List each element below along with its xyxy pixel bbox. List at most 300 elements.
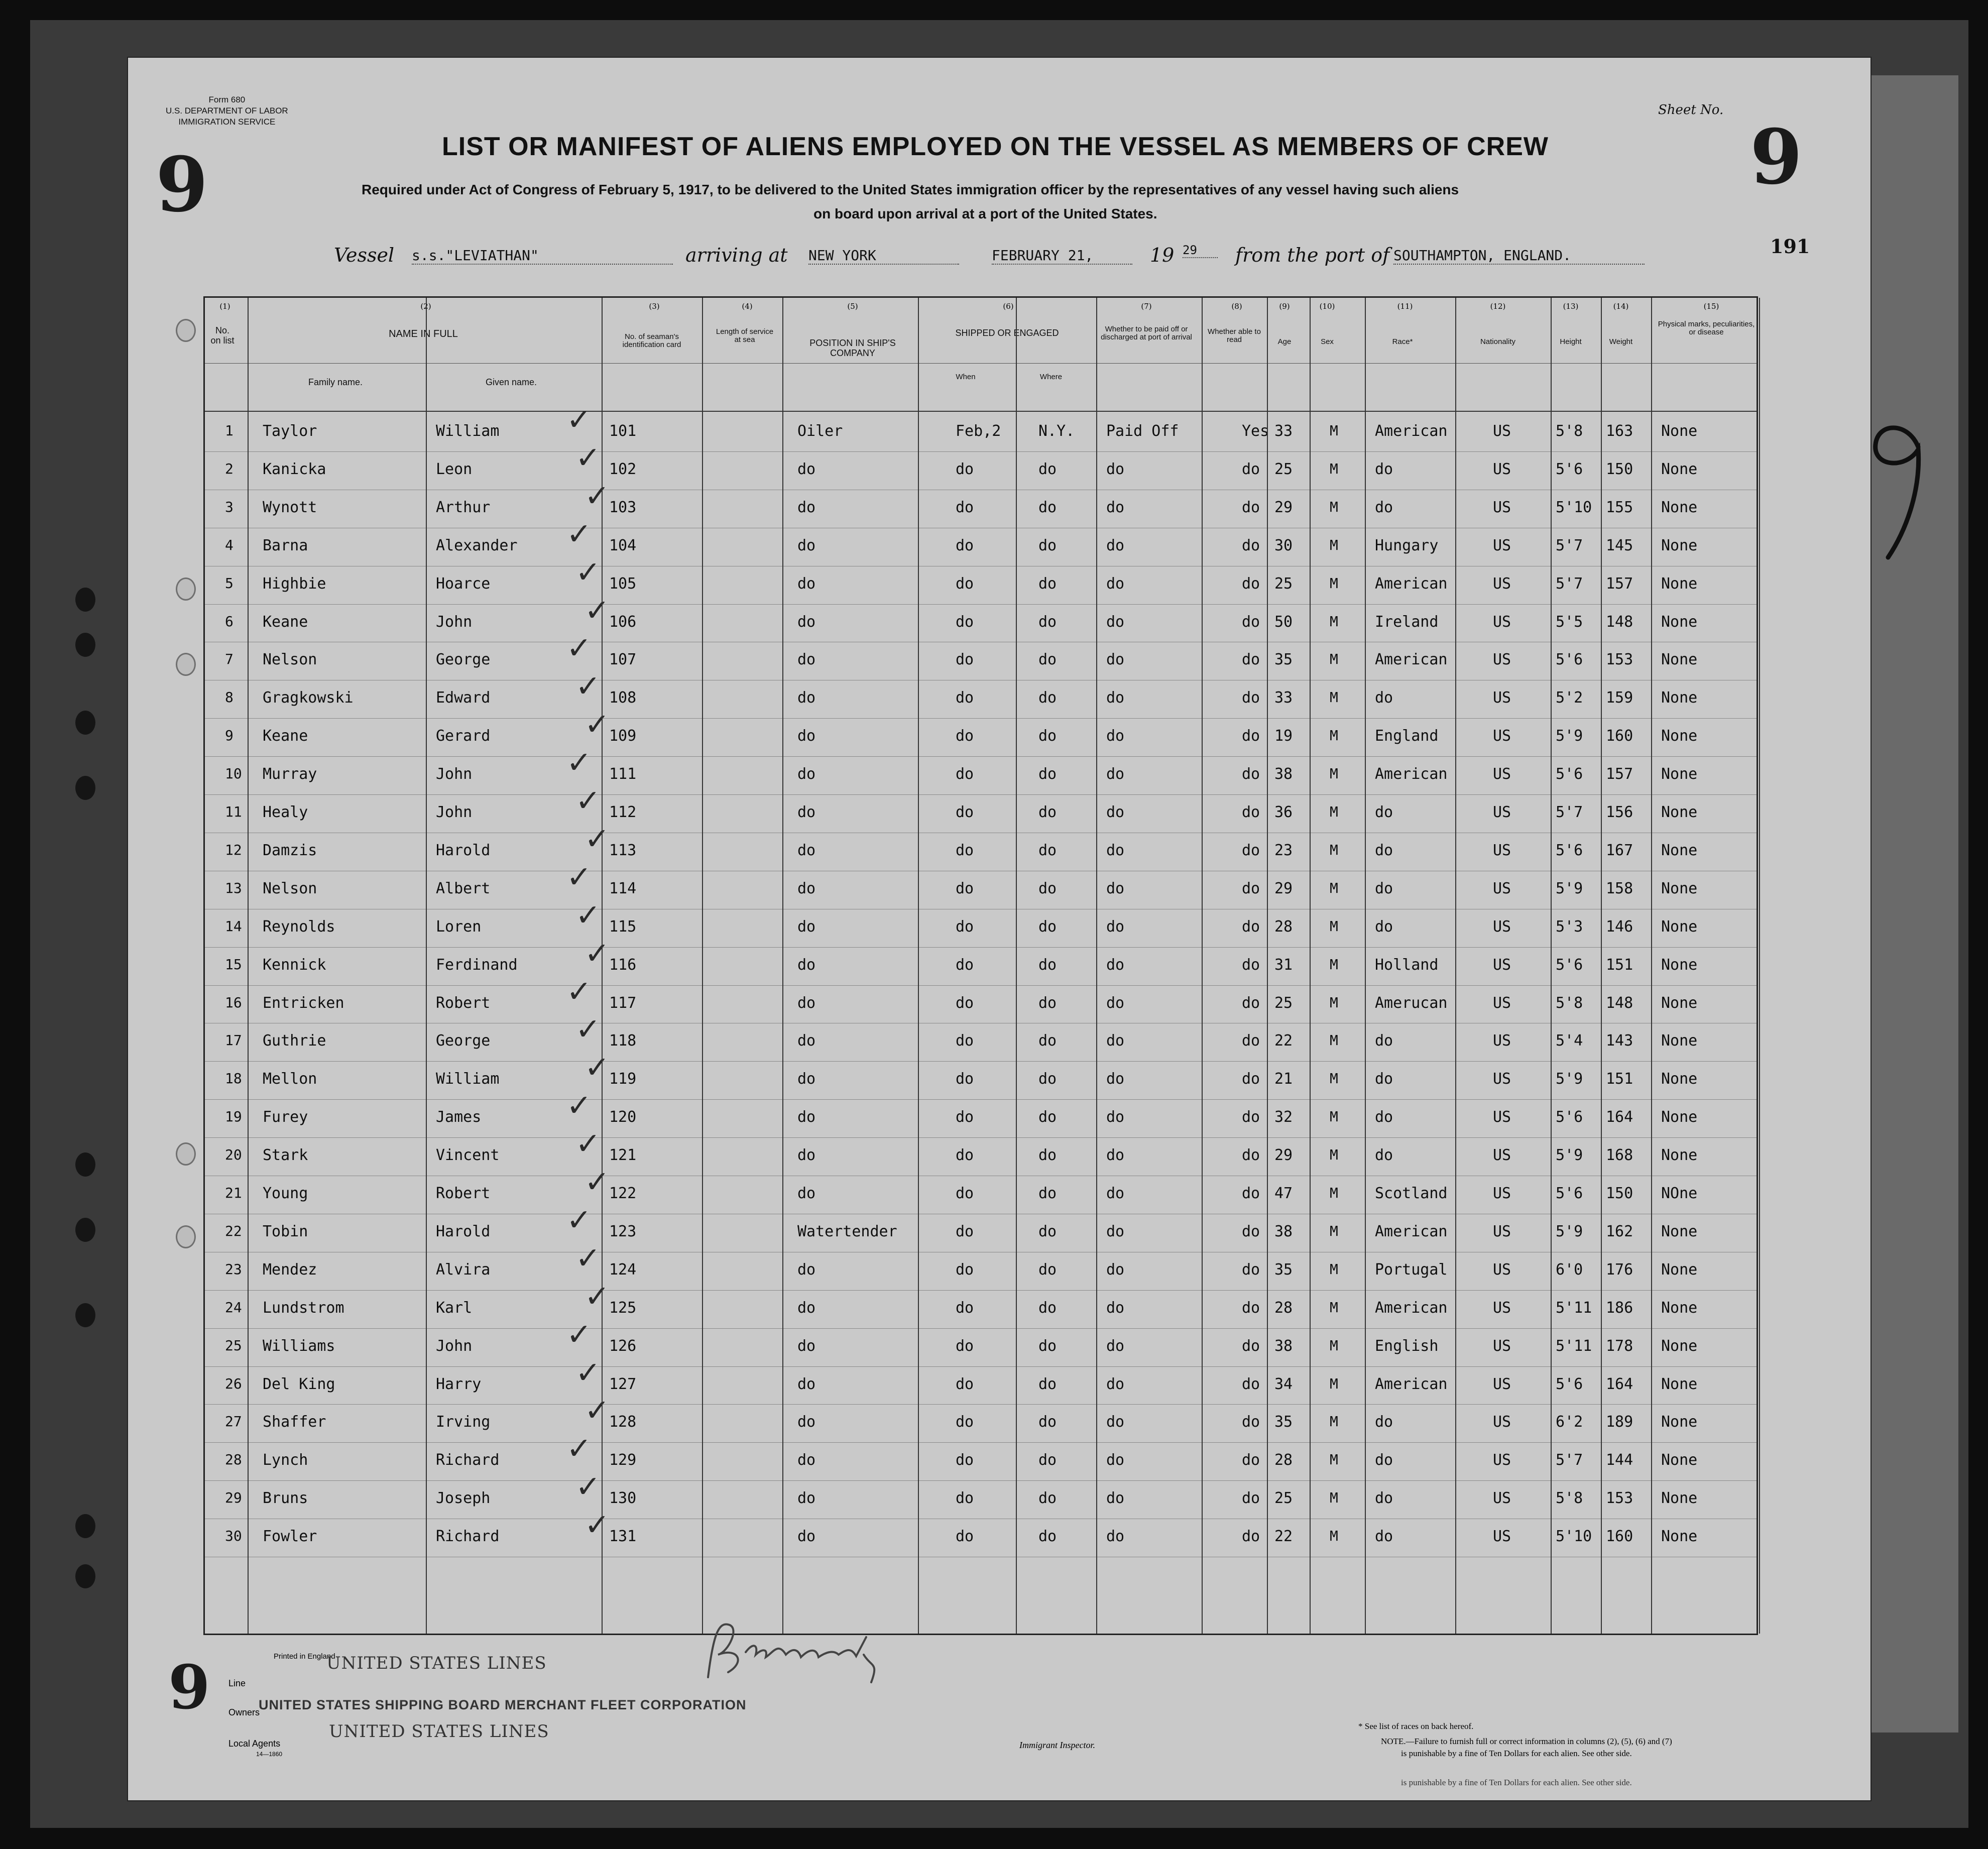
cell-when: do: [956, 1451, 974, 1469]
cell-card: 101: [609, 422, 637, 440]
cell-no: 29: [225, 1489, 242, 1507]
cell-age: 35: [1274, 1260, 1293, 1279]
cell-where: do: [1038, 613, 1057, 631]
cell-family: Bruns: [263, 1489, 308, 1508]
cell-nat: US: [1493, 1451, 1511, 1469]
cell-race: Amerucan: [1375, 994, 1448, 1012]
cell-paid: do: [1106, 1108, 1125, 1126]
header-able-read: Whether able to read: [1208, 327, 1261, 344]
cell-sex: M: [1330, 422, 1338, 439]
crew-table: [203, 296, 1758, 1635]
cell-card: 112: [609, 803, 637, 821]
cell-sex: M: [1330, 841, 1338, 858]
colnum-13: (13): [1563, 302, 1579, 311]
header-sex: Sex: [1321, 337, 1334, 346]
cell-read: do: [1242, 689, 1260, 707]
cell-position: Oiler: [797, 422, 843, 440]
cell-read: do: [1242, 803, 1260, 821]
cell-where: do: [1038, 1260, 1057, 1279]
cell-race: do: [1375, 1070, 1393, 1088]
cell-race: American: [1375, 1299, 1448, 1317]
cell-age: 33: [1274, 422, 1293, 440]
cell-family: Fowler: [263, 1528, 317, 1546]
row-rule: [205, 604, 1757, 605]
header-name-in-full: NAME IN FULL: [389, 328, 458, 339]
cell-given: George: [436, 651, 491, 669]
service-name: IMMIGRATION SERVICE: [178, 117, 276, 127]
cell-family: Del King: [263, 1375, 335, 1393]
cell-paid: do: [1106, 574, 1125, 593]
cell-card: 128: [609, 1413, 637, 1431]
cell-position: do: [797, 689, 816, 707]
cell-when: do: [956, 1375, 974, 1393]
cell-card: 109: [609, 727, 637, 745]
cell-card: 119: [609, 1070, 637, 1088]
cell-no: 17: [225, 1032, 242, 1049]
checkmark-icon: ✓: [566, 631, 592, 666]
cell-sex: M: [1330, 1108, 1338, 1125]
cell-marks: None: [1661, 1146, 1698, 1165]
checkmark-icon: ✓: [575, 669, 601, 705]
cell-nat: US: [1493, 1260, 1511, 1279]
checkmark-icon: ✓: [566, 859, 592, 895]
cell-height: 5'7: [1556, 536, 1583, 554]
cell-no: 18: [225, 1070, 242, 1087]
checkmark-icon: ✓: [575, 1240, 601, 1276]
punch-ring: [176, 319, 196, 342]
cell-family: Young: [263, 1185, 308, 1202]
column-divider: [1759, 298, 1760, 1634]
cell-read: do: [1242, 574, 1260, 593]
cell-given: Albert: [436, 879, 491, 897]
cell-weight: 143: [1606, 1032, 1633, 1050]
cell-marks: None: [1661, 994, 1698, 1012]
cell-marks: None: [1661, 765, 1698, 783]
column-divider: [1202, 298, 1203, 1634]
column-divider: [602, 298, 603, 1634]
cell-no: 24: [225, 1299, 242, 1316]
cell-family: Nelson: [263, 879, 317, 897]
row-rule: [205, 794, 1757, 795]
cell-nat: US: [1493, 994, 1511, 1012]
checkmark-icon: ✓: [566, 516, 592, 552]
cell-race: do: [1375, 460, 1393, 478]
cell-sex: M: [1330, 613, 1338, 630]
cell-position: do: [797, 956, 816, 974]
year-prefix: 19: [1150, 244, 1175, 266]
cell-nat: US: [1493, 689, 1511, 707]
cell-position: do: [797, 613, 816, 631]
checkmark-icon: ✓: [575, 1469, 601, 1505]
vessel-label: Vessel: [334, 244, 395, 266]
cell-age: 23: [1274, 841, 1293, 859]
cell-height: 5'9: [1556, 1070, 1583, 1088]
cell-position: do: [797, 841, 816, 859]
cell-weight: 155: [1606, 498, 1633, 516]
binder-hole: [75, 1218, 95, 1242]
cell-no: 19: [225, 1108, 242, 1125]
cell-card: 105: [609, 574, 637, 593]
cell-paid: do: [1106, 1070, 1125, 1088]
cell-card: 120: [609, 1108, 637, 1126]
cell-sex: M: [1330, 574, 1338, 592]
row-rule: [205, 756, 1757, 757]
punch-ring: [176, 577, 196, 601]
cell-age: 32: [1274, 1108, 1293, 1126]
cell-race: Scotland: [1375, 1185, 1448, 1202]
cell-marks: None: [1661, 1108, 1698, 1126]
cell-position: do: [797, 1185, 816, 1202]
cell-nat: US: [1493, 765, 1511, 783]
cell-race: do: [1375, 917, 1393, 936]
cell-marks: None: [1661, 613, 1698, 631]
cell-height: 5'6: [1556, 651, 1583, 669]
cell-family: Damzis: [263, 841, 317, 859]
cell-position: do: [797, 1451, 816, 1469]
header-length-service: Length of service at sea: [716, 327, 774, 344]
cell-when: do: [956, 841, 974, 859]
checkmark-icon: ✓: [584, 1165, 610, 1200]
cell-position: do: [797, 879, 816, 897]
row-rule: [205, 985, 1757, 986]
cell-card: 123: [609, 1222, 637, 1240]
cell-family: Guthrie: [263, 1032, 326, 1050]
cell-card: 131: [609, 1528, 637, 1546]
cell-family: Keane: [263, 613, 308, 631]
cell-paid: do: [1106, 1337, 1125, 1355]
cell-race: do: [1375, 1489, 1393, 1508]
row-rule: [205, 1061, 1757, 1062]
header-paid-off: Whether to be paid off or discharged at port of arrival: [1101, 325, 1192, 341]
cell-read: do: [1242, 1070, 1260, 1088]
cell-position: do: [797, 803, 816, 821]
cell-where: do: [1038, 727, 1057, 745]
cell-sex: M: [1330, 1528, 1338, 1545]
cell-marks: None: [1661, 422, 1698, 440]
cell-read: do: [1242, 1185, 1260, 1202]
penalty-note-3: is punishable by a fine of Ten Dollars for each alien. See other side.: [1401, 1778, 1632, 1787]
inspector-label: Immigrant Inspector.: [1019, 1740, 1095, 1750]
cell-where: do: [1038, 1146, 1057, 1165]
header-when: When: [956, 373, 976, 381]
page-number: 191: [1770, 235, 1810, 258]
form-reference: [166, 94, 288, 128]
cell-marks: None: [1661, 1489, 1698, 1508]
penalty-note-2: is punishable by a fine of Ten Dollars for each alien. See other side.: [1401, 1749, 1632, 1758]
header-no-on-list: No. on list: [210, 325, 235, 345]
cell-given: Leon: [436, 460, 473, 478]
cell-where: do: [1038, 460, 1057, 478]
row-rule: [205, 1099, 1757, 1100]
cell-card: 125: [609, 1299, 637, 1317]
cell-age: 25: [1274, 460, 1293, 478]
cell-marks: None: [1661, 651, 1698, 669]
cell-race: Portugal: [1375, 1260, 1448, 1279]
cell-when: do: [956, 460, 974, 478]
cell-height: 5'5: [1556, 613, 1583, 631]
cell-marks: None: [1661, 1032, 1698, 1050]
cell-read: do: [1242, 1375, 1260, 1393]
arrival-date: FEBRUARY 21,: [992, 247, 1132, 265]
cell-when: do: [956, 879, 974, 897]
cell-nat: US: [1493, 498, 1511, 516]
handwritten-nine: [1858, 412, 1938, 562]
binder-hole: [75, 1514, 95, 1538]
cell-where: do: [1038, 803, 1057, 821]
cell-position: do: [797, 1146, 816, 1165]
cell-marks: None: [1661, 1413, 1698, 1431]
cell-when: do: [956, 1299, 974, 1317]
cell-no: 5: [225, 574, 233, 592]
arriving-label: arriving at: [685, 244, 788, 266]
header-height: Height: [1560, 337, 1582, 346]
cell-paid: do: [1106, 1299, 1125, 1317]
cell-race: do: [1375, 1451, 1393, 1469]
cell-read: do: [1242, 1413, 1260, 1431]
binder-hole: [75, 588, 95, 612]
cell-where: N.Y.: [1038, 422, 1075, 440]
cell-marks: None: [1661, 803, 1698, 821]
cell-marks: None: [1661, 956, 1698, 974]
cell-when: do: [956, 613, 974, 631]
cell-height: 5'9: [1556, 879, 1583, 897]
cell-weight: 146: [1606, 917, 1633, 936]
cell-family: Furey: [263, 1108, 308, 1126]
cell-height: 5'4: [1556, 1032, 1583, 1050]
cell-where: do: [1038, 1337, 1057, 1355]
cell-where: do: [1038, 956, 1057, 974]
colnum-6: (6): [1003, 302, 1014, 311]
cell-height: 5'8: [1556, 1489, 1583, 1508]
sheet-number-left: 9: [156, 141, 208, 229]
cell-nat: US: [1493, 727, 1511, 745]
cell-nat: US: [1493, 803, 1511, 821]
cell-nat: US: [1493, 956, 1511, 974]
cell-age: 47: [1274, 1185, 1293, 1202]
cell-read: do: [1242, 536, 1260, 554]
cell-sex: M: [1330, 1451, 1338, 1468]
cell-where: do: [1038, 917, 1057, 936]
header-given-name: Given name.: [485, 377, 537, 387]
cell-paid: do: [1106, 689, 1125, 707]
cell-position: do: [797, 1413, 816, 1431]
cell-read: Yes: [1242, 422, 1269, 440]
cell-where: do: [1038, 994, 1057, 1012]
cell-nat: US: [1493, 1222, 1511, 1240]
checkmark-icon: ✓: [566, 1431, 592, 1467]
cell-race: do: [1375, 1108, 1393, 1126]
cell-nat: US: [1493, 1489, 1511, 1508]
cell-family: Williams: [263, 1337, 335, 1355]
cell-sex: M: [1330, 1185, 1338, 1201]
cell-weight: 189: [1606, 1413, 1633, 1431]
cell-no: 26: [225, 1375, 242, 1392]
cell-card: 117: [609, 994, 637, 1012]
from-port: SOUTHAMPTON, ENGLAND.: [1393, 247, 1645, 265]
agents-label: Local Agents: [228, 1739, 281, 1749]
cell-where: do: [1038, 1489, 1057, 1508]
cell-height: 5'6: [1556, 460, 1583, 478]
cell-height: 6'0: [1556, 1260, 1583, 1279]
cell-no: 10: [225, 765, 242, 782]
header-position: POSITION IN SHIP'S COMPANY: [809, 338, 896, 358]
checkmark-icon: ✓: [575, 1355, 601, 1391]
cell-marks: None: [1661, 574, 1698, 593]
cell-sex: M: [1330, 803, 1338, 820]
cell-family: Mellon: [263, 1070, 317, 1088]
cell-paid: do: [1106, 803, 1125, 821]
column-divider: [1455, 298, 1456, 1634]
cell-nat: US: [1493, 1108, 1511, 1126]
cell-sex: M: [1330, 917, 1338, 935]
colnum-8: (8): [1231, 302, 1242, 311]
cell-when: do: [956, 1108, 974, 1126]
arriving-port: NEW YORK: [808, 247, 959, 265]
cell-where: do: [1038, 1375, 1057, 1393]
cell-paid: do: [1106, 1375, 1125, 1393]
cell-height: 5'7: [1556, 574, 1583, 593]
cell-card: 108: [609, 689, 637, 707]
cell-no: 15: [225, 956, 242, 973]
cell-paid: do: [1106, 613, 1125, 631]
cell-when: do: [956, 689, 974, 707]
row-rule: [205, 1480, 1757, 1481]
cell-where: do: [1038, 651, 1057, 669]
cell-when: do: [956, 994, 974, 1012]
cell-paid: do: [1106, 879, 1125, 897]
cell-position: do: [797, 460, 816, 478]
cell-family: Gragkowski: [263, 689, 354, 707]
cell-race: do: [1375, 689, 1393, 707]
line-stamp: UNITED STATES LINES: [326, 1653, 547, 1673]
sheet-number-right: 9: [1750, 113, 1803, 201]
name-subheader-line: [205, 363, 1757, 364]
column-divider: [248, 298, 249, 1634]
cell-marks: None: [1661, 1528, 1698, 1546]
cell-age: 35: [1274, 651, 1293, 669]
cell-height: 5'9: [1556, 1222, 1583, 1240]
cell-paid: do: [1106, 1489, 1125, 1508]
cell-race: American: [1375, 651, 1448, 669]
cell-sex: M: [1330, 1032, 1338, 1049]
column-divider: [1310, 298, 1311, 1634]
cell-weight: 156: [1606, 803, 1633, 821]
cell-where: do: [1038, 1070, 1057, 1088]
cell-given: Gerard: [436, 727, 491, 745]
cell-family: Reynolds: [263, 917, 335, 936]
cell-height: 6'2: [1556, 1413, 1583, 1431]
cell-race: do: [1375, 879, 1393, 897]
cell-no: 22: [225, 1222, 242, 1239]
cell-card: 126: [609, 1337, 637, 1355]
cell-marks: None: [1661, 841, 1698, 859]
cell-given: Hoarce: [436, 574, 491, 593]
cell-sex: M: [1330, 1260, 1338, 1278]
punch-ring: [176, 1142, 196, 1166]
cell-sex: M: [1330, 956, 1338, 973]
cell-weight: 178: [1606, 1337, 1633, 1355]
cell-when: do: [956, 1413, 974, 1431]
cell-read: do: [1242, 651, 1260, 669]
agents-stamp: UNITED STATES LINES: [329, 1721, 549, 1742]
cell-marks: None: [1661, 727, 1698, 745]
checkmark-icon: ✓: [575, 897, 601, 933]
cell-read: do: [1242, 1299, 1260, 1317]
column-divider: [702, 298, 703, 1634]
cell-where: do: [1038, 879, 1057, 897]
cell-given: William: [436, 1070, 500, 1088]
cell-given: Vincent: [436, 1146, 500, 1165]
cell-family: Entricken: [263, 994, 344, 1012]
cell-marks: None: [1661, 1070, 1698, 1088]
cell-position: do: [797, 1528, 816, 1546]
cell-no: 3: [225, 498, 233, 515]
cell-race: do: [1375, 1528, 1393, 1546]
cell-weight: 153: [1606, 1489, 1633, 1508]
cell-no: 11: [225, 803, 242, 820]
cell-position: do: [797, 765, 816, 783]
checkmark-icon: ✓: [566, 974, 592, 1009]
cell-marks: None: [1661, 689, 1698, 707]
cell-age: 36: [1274, 803, 1293, 821]
cell-given: John: [436, 1337, 473, 1355]
cell-no: 2: [225, 460, 233, 477]
binder-hole: [75, 633, 95, 657]
checkmark-icon: ✓: [575, 1012, 601, 1048]
cell-no: 6: [225, 613, 233, 630]
cell-given: John: [436, 803, 473, 821]
column-divider: [782, 298, 783, 1634]
line-label: Line: [228, 1678, 246, 1688]
subtitle-line-1: Required under Act of Congress of February 5, 1917, to be delivered to the United States immigration officer by the representatives of any vessel having such aliens: [362, 182, 1459, 197]
header-id-card: No. of seaman's identification card: [622, 332, 681, 349]
cell-marks: None: [1661, 1260, 1698, 1279]
cell-nat: US: [1493, 1299, 1511, 1317]
cell-read: do: [1242, 1222, 1260, 1240]
cell-paid: do: [1106, 498, 1125, 516]
cell-given: Arthur: [436, 498, 491, 516]
cell-when: do: [956, 1222, 974, 1240]
row-rule: [205, 947, 1757, 948]
cell-read: do: [1242, 1032, 1260, 1050]
cell-age: 19: [1274, 727, 1293, 745]
checkmark-icon: ✓: [584, 478, 610, 514]
cell-family: Taylor: [263, 422, 317, 440]
checkmark-icon: ✓: [584, 1279, 610, 1314]
cell-when: do: [956, 1146, 974, 1165]
cell-given: Karl: [436, 1299, 473, 1317]
cell-card: 106: [609, 613, 637, 631]
agents-code: 14—1860: [256, 1751, 283, 1758]
cell-age: 25: [1274, 994, 1293, 1012]
cell-weight: 148: [1606, 613, 1633, 631]
cell-no: 1: [225, 422, 233, 439]
cell-given: Richard: [436, 1528, 500, 1546]
column-divider: [1016, 298, 1017, 1634]
owners-stamp: UNITED STATES SHIPPING BOARD MERCHANT FLEET CORPORATION: [259, 1697, 747, 1712]
header-shipped: SHIPPED OR ENGAGED: [955, 328, 1059, 338]
cell-age: 25: [1274, 574, 1293, 593]
cell-position: do: [797, 994, 816, 1012]
row-rule: [205, 718, 1757, 719]
cell-nat: US: [1493, 1146, 1511, 1165]
cell-when: do: [956, 574, 974, 593]
cell-race: do: [1375, 1146, 1393, 1165]
cell-where: do: [1038, 1185, 1057, 1202]
cell-card: 118: [609, 1032, 637, 1050]
cell-paid: do: [1106, 917, 1125, 936]
cell-race: American: [1375, 422, 1448, 440]
